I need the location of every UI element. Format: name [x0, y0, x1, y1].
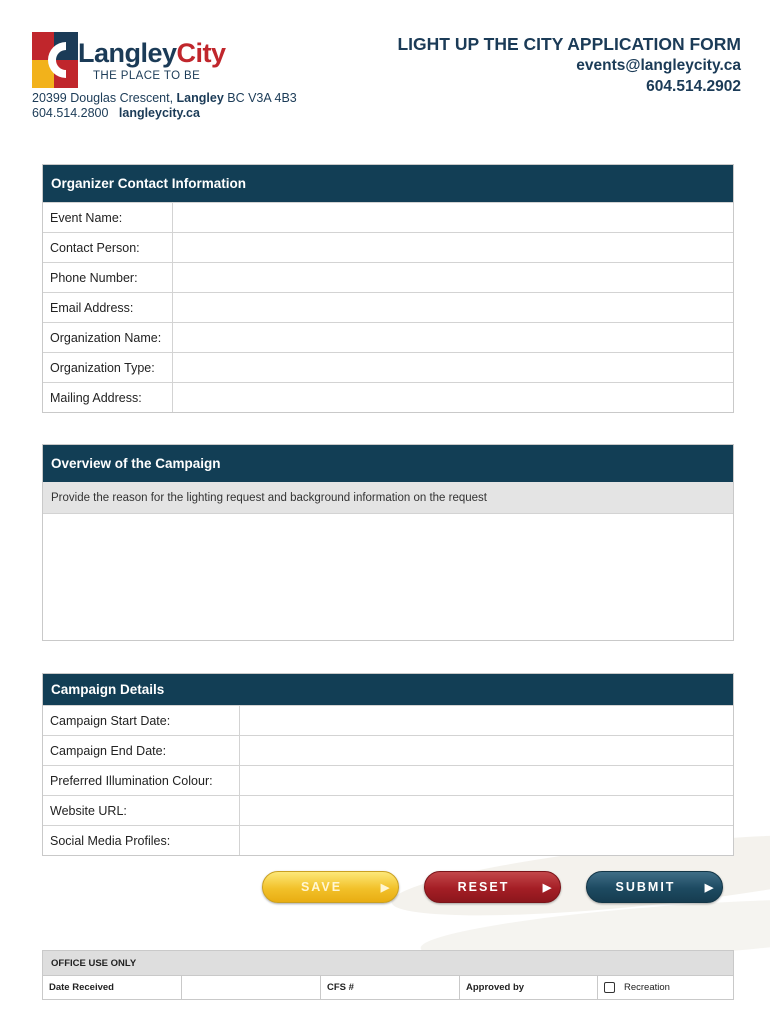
form-row — [43, 825, 733, 855]
form-row — [43, 202, 733, 232]
contact-person-field[interactable] — [173, 233, 733, 262]
field-label: Campaign Start Date: — [43, 706, 240, 735]
submit-button-label: SUBMIT — [615, 880, 676, 894]
field-label: Organization Name: — [43, 323, 173, 352]
date-received-label-cell — [43, 976, 182, 999]
address-city: Langley — [176, 91, 224, 105]
form-row — [43, 322, 733, 352]
field-label: Mailing Address: — [43, 383, 173, 412]
cfs-cell — [321, 976, 460, 999]
logo-brand-first: Langley — [78, 38, 177, 68]
city-address — [32, 91, 297, 121]
triangle-right-icon: ▶ — [380, 881, 390, 894]
submit-button[interactable] — [586, 871, 723, 903]
date-received-cell — [182, 976, 321, 999]
events-phone: 604.514.2902 — [646, 78, 741, 95]
campaign-start-date-field[interactable] — [240, 706, 733, 735]
field-label: Email Address: — [43, 293, 173, 322]
save-button-label: SAVE — [300, 880, 343, 894]
form-title-block — [397, 34, 741, 97]
field-label: Campaign End Date: — [43, 736, 240, 765]
approved-by-cell — [460, 976, 598, 999]
logo-mark-icon — [32, 32, 80, 88]
field-label: Preferred Illumination Colour: — [43, 766, 240, 795]
campaign-end-date-field[interactable] — [240, 736, 733, 765]
form-row — [43, 795, 733, 825]
form-row — [43, 232, 733, 262]
office-use-heading: OFFICE USE ONLY — [43, 951, 733, 975]
illumination-colour-field[interactable] — [240, 766, 733, 795]
social-media-profiles-field[interactable] — [240, 826, 733, 855]
city-phone: 604.514.2800 — [32, 106, 109, 120]
overview-hint: Provide the reason for the lighting request and background information on the request — [43, 482, 733, 513]
address-postal: BC V3A 4B3 — [223, 91, 297, 105]
organization-type-field[interactable] — [173, 353, 733, 382]
form-row — [43, 765, 733, 795]
campaign-overview-textarea[interactable] — [43, 513, 733, 639]
form-row — [43, 262, 733, 292]
campaign-overview-section — [42, 444, 734, 641]
email-address-field[interactable] — [173, 293, 733, 322]
reset-button-label: RESET — [457, 880, 510, 894]
recreation-label: Recreation — [624, 982, 670, 993]
approved-by-label: Approved by — [466, 982, 525, 993]
field-label: Contact Person: — [43, 233, 173, 262]
address-street: 20399 Douglas Crescent, — [32, 91, 177, 105]
date-received-field[interactable] — [188, 976, 320, 999]
logo-tagline: THE PLACE TO BE — [93, 70, 201, 82]
logo-wordmark — [78, 38, 226, 69]
logo-brand-second: City — [176, 38, 226, 68]
city-website: langleycity.ca — [118, 106, 200, 120]
recreation-checkbox[interactable] — [604, 982, 615, 993]
campaign-details-section — [42, 673, 734, 856]
field-label: Social Media Profiles: — [43, 826, 240, 855]
events-email: events@langleycity.ca — [576, 57, 741, 74]
triangle-right-icon: ▶ — [542, 881, 552, 894]
langley-city-logo — [32, 32, 232, 90]
form-title: LIGHT UP THE CITY APPLICATION FORM — [397, 34, 741, 54]
phone-number-field[interactable] — [173, 263, 733, 292]
section-heading: Organizer Contact Information — [43, 165, 733, 202]
section-heading: Campaign Details — [43, 674, 733, 705]
form-row — [43, 382, 733, 412]
office-use-row — [43, 975, 733, 999]
event-name-field[interactable] — [173, 203, 733, 232]
website-url-field[interactable] — [240, 796, 733, 825]
form-row — [43, 735, 733, 765]
form-row — [43, 292, 733, 322]
triangle-right-icon: ▶ — [704, 881, 714, 894]
address-line-2 — [32, 106, 297, 121]
organization-name-field[interactable] — [173, 323, 733, 352]
recreation-cell — [598, 976, 733, 999]
organizer-contact-section — [42, 164, 734, 413]
address-line-1 — [32, 91, 297, 106]
form-row — [43, 705, 733, 735]
form-row — [43, 352, 733, 382]
save-button[interactable] — [262, 871, 399, 903]
cfs-label: CFS # — [327, 982, 354, 993]
office-use-section — [42, 950, 734, 1000]
mailing-address-field[interactable] — [173, 383, 733, 412]
field-label: Phone Number: — [43, 263, 173, 292]
field-label: Website URL: — [43, 796, 240, 825]
date-received-label: Date Received — [49, 982, 114, 993]
field-label: Organization Type: — [43, 353, 173, 382]
field-label: Event Name: — [43, 203, 173, 232]
reset-button[interactable] — [424, 871, 561, 903]
section-heading: Overview of the Campaign — [43, 445, 733, 482]
